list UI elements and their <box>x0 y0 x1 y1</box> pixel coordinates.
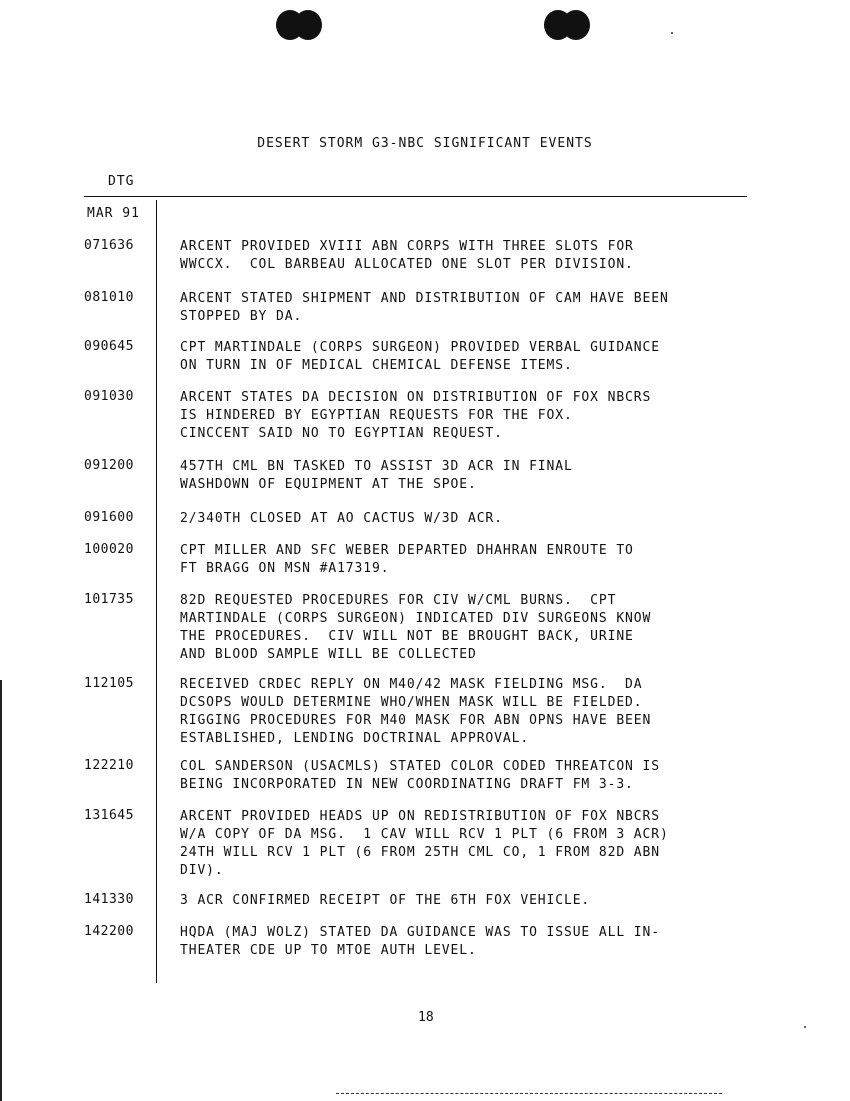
event-dtg: 131645 <box>84 808 134 823</box>
header-rule <box>84 196 747 197</box>
event-text: 82D REQUESTED PROCEDURES FOR CIV W/CML BURNS. CPT MARTINDALE (CORPS SURGEON) INDICATED DIV SURGEONS KNOW THE PROCEDURES. CIV WILL NOT BE BROUGHT BACK, URINE AND BLOOD SAMPLE WILL BE COLLECTED <box>180 593 652 662</box>
event-text: CPT MARTINDALE (CORPS SURGEON) PROVIDED VERBAL GUIDANCE ON TURN IN OF MEDICAL CHEMICAL DEFENSE ITEMS. <box>180 340 660 373</box>
scan-edge-line <box>0 680 2 1101</box>
event-dtg: 091200 <box>84 458 134 473</box>
event-dtg: 091600 <box>84 510 134 525</box>
event-text: 3 ACR CONFIRMED RECEIPT OF THE 6TH FOX VEHICLE. <box>180 893 591 908</box>
event-text: ARCENT STATES DA DECISION ON DISTRIBUTION OF FOX NBCRS IS HINDERED BY EGYPTIAN REQUESTS FOR THE FOX. CINCCENT SAID NO TO EGYPTIAN REQUEST. <box>180 390 652 441</box>
event-dtg: 100020 <box>84 542 134 557</box>
event-text: ARCENT PROVIDED HEADS UP ON REDISTRIBUTION OF FOX NBCRS W/A COPY OF DA MSG. 1 CAV WILL RCV 1 PLT (6 FROM 3 ACR) 24TH WILL RCV 1 PLT (6 FROM 25TH CML CO, 1 FROM 82D ABN DIV). <box>180 809 669 878</box>
event-text: 2/340TH CLOSED AT AO CACTUS W/3D ACR. <box>180 511 503 526</box>
event-dtg: 122210 <box>84 758 134 773</box>
column-divider <box>156 200 157 983</box>
event-text: ARCENT PROVIDED XVIII ABN CORPS WITH THREE SLOTS FOR WWCCX. COL BARBEAU ALLOCATED ONE SLOT PER DIVISION. <box>180 239 634 272</box>
dtg-column-header: DTG <box>108 174 135 189</box>
event-dtg: 091030 <box>84 389 134 404</box>
event-dtg: 090645 <box>84 339 134 354</box>
month-label: MAR 91 <box>87 206 140 221</box>
event-text: HQDA (MAJ WOLZ) STATED DA GUIDANCE WAS TO ISSUE ALL IN- THEATER CDE UP TO MTOE AUTH LEVEL. <box>180 925 660 958</box>
event-dtg: 101735 <box>84 592 134 607</box>
event-text: RECEIVED CRDEC REPLY ON M40/42 MASK FIELDING MSG. DA DCSOPS WOULD DETERMINE WHO/WHEN MASK WILL BE FIELDED. RIGGING PROCEDURES FOR M40 MASK FOR ABN OPNS HAVE BEEN ESTABLISHED, LENDING DOCTRINAL APPROVAL. <box>180 677 652 746</box>
event-text: ARCENT STATED SHIPMENT AND DISTRIBUTION OF CAM HAVE BEEN STOPPED BY DA. <box>180 291 669 324</box>
punch-hole-left <box>276 10 322 40</box>
scan-speck <box>671 32 673 34</box>
event-dtg: 142200 <box>84 924 134 939</box>
event-dtg: 071636 <box>84 238 134 253</box>
event-text: CPT MILLER AND SFC WEBER DEPARTED DHAHRAN ENROUTE TO FT BRAGG ON MSN #A17319. <box>180 543 634 576</box>
event-dtg: 141330 <box>84 892 134 907</box>
event-dtg: 081010 <box>84 290 134 305</box>
event-text: COL SANDERSON (USACMLS) STATED COLOR CODED THREATCON IS BEING INCORPORATED IN NEW COORDINATING DRAFT FM 3-3. <box>180 759 660 792</box>
event-text: 457TH CML BN TASKED TO ASSIST 3D ACR IN FINAL WASHDOWN OF EQUIPMENT AT THE SPOE. <box>180 459 573 492</box>
page-number: 18 <box>418 1010 434 1025</box>
scan-speck <box>804 1026 806 1028</box>
punch-hole-right <box>544 10 590 40</box>
event-dtg: 112105 <box>84 676 134 691</box>
scan-bottom-dash <box>336 1093 722 1094</box>
document-title: DESERT STORM G3-NBC SIGNIFICANT EVENTS <box>257 136 593 151</box>
